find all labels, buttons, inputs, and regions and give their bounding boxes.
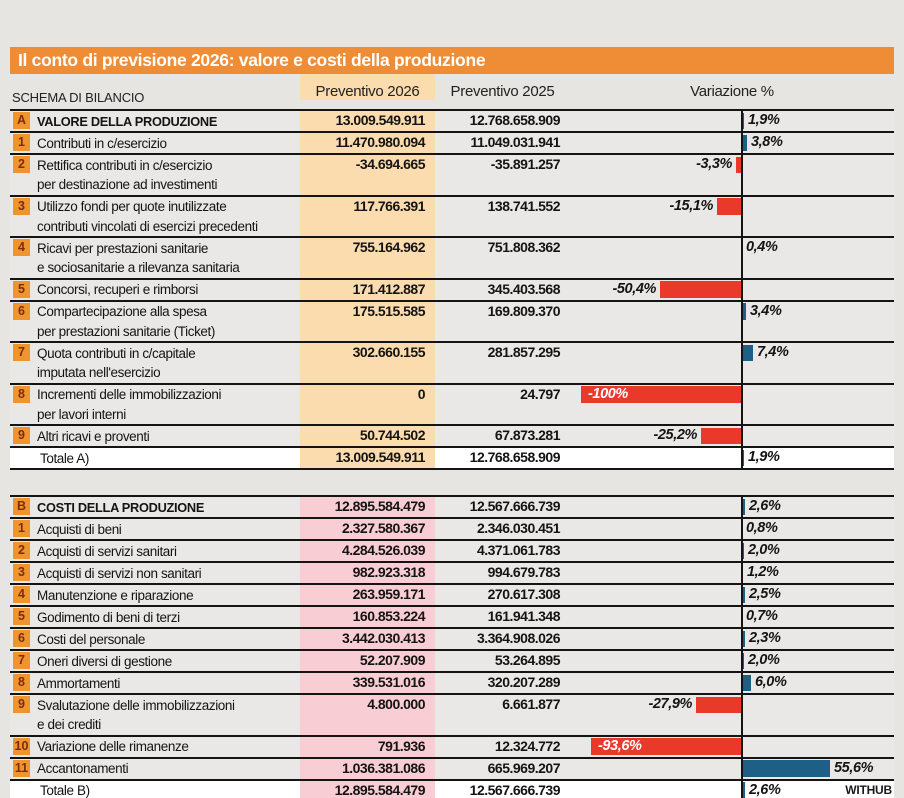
table-row	[10, 133, 894, 155]
value-preventivo-2026: 117.766.391	[300, 197, 435, 237]
row-number-badge: B	[13, 498, 30, 515]
row-label-line1: COSTI DELLA PRODUZIONE	[37, 499, 205, 515]
variation-label: -50,4%	[612, 280, 656, 297]
variation-cell	[570, 385, 894, 425]
value-preventivo-2026: 13.009.549.911	[300, 111, 435, 131]
variation-bar	[741, 760, 830, 777]
row-number-badge: 5	[13, 608, 30, 625]
variation-cell	[570, 695, 894, 735]
table-row	[10, 781, 894, 798]
variation-cell	[570, 673, 894, 693]
row-number-badge: 6	[13, 303, 30, 320]
table-row	[10, 759, 894, 781]
row-label-line1: Acquisti di servizi sanitari	[37, 543, 177, 559]
row-label-line1: Acquisti di beni	[37, 521, 122, 537]
variation-label: 0,4%	[746, 239, 778, 255]
row-label	[37, 519, 121, 539]
variation-label: 6,0%	[755, 674, 787, 690]
variation-label: 2,0%	[748, 542, 780, 558]
row-label	[37, 607, 180, 627]
value-preventivo-2026: 11.470.980.094	[300, 133, 435, 153]
table-row	[10, 585, 894, 607]
row-label-line1: Concorsi, recuperi e rimborsi	[37, 282, 198, 297]
row-label-cell	[10, 280, 300, 300]
row-label	[37, 695, 235, 735]
value-preventivo-2026: 12.895.584.479	[300, 781, 435, 798]
row-label-cell	[10, 673, 300, 693]
value-preventivo-2025: 2.346.030.451	[476, 520, 560, 536]
value-preventivo-2025: 3.364.908.026	[476, 630, 560, 646]
variation-cell	[570, 497, 894, 517]
row-label-cell	[10, 238, 300, 278]
value-preventivo-2025: 12.567.666.739	[469, 781, 560, 798]
value-preventivo-2026: 50.744.502	[300, 426, 435, 446]
row-number-badge: 11	[14, 760, 29, 775]
value-preventivo-2026: 982.923.318	[300, 563, 435, 583]
variation-cell	[570, 111, 894, 131]
value-preventivo-2026: 263.959.171	[300, 585, 435, 605]
value-preventivo-2026: 52.207.909	[300, 651, 435, 671]
row-label-cell	[10, 519, 300, 539]
variation-zero-axis	[741, 111, 743, 470]
row-label-cell	[10, 155, 300, 195]
variation-cell	[570, 426, 894, 446]
row-label-line1: Costi del personale	[37, 631, 145, 647]
variation-label: 2,6%	[749, 781, 781, 798]
value-preventivo-2025: 12.324.772	[494, 737, 560, 754]
value-preventivo-2025: 12.567.666.739	[469, 498, 560, 514]
row-label-cell	[10, 497, 300, 517]
variation-label: -15,1%	[669, 197, 713, 214]
value-preventivo-2026: 1.036.381.086	[300, 759, 435, 779]
row-number-badge: 7	[13, 652, 30, 669]
row-label-line1: Ammortamenti	[37, 675, 120, 691]
row-label	[13, 781, 90, 798]
row-label-line1: Godimento di beni di terzi	[37, 609, 180, 625]
row-number-badge: 9	[13, 696, 30, 713]
row-label-cell	[10, 343, 300, 383]
row-label-line2: e sociosanitarie a rilevanza sanitaria	[37, 260, 240, 275]
row-label	[37, 238, 239, 278]
table-row	[10, 155, 894, 197]
row-label-cell	[10, 651, 300, 671]
variation-bar	[701, 428, 741, 445]
table-row	[10, 302, 894, 344]
row-number-badge: 8	[13, 386, 30, 403]
row-label	[37, 541, 177, 561]
value-preventivo-2026: 13.009.549.911	[300, 448, 435, 468]
row-number-badge: 7	[13, 344, 30, 361]
row-label-line1: Acquisti di servizi non sanitari	[37, 565, 202, 581]
table-row	[10, 519, 894, 541]
row-label-cell	[10, 448, 300, 468]
row-label-cell	[10, 781, 300, 798]
credit-label: WITHUB	[845, 783, 892, 797]
row-label-line2: per lavori interni	[37, 406, 126, 422]
row-label-line1: Rettifica contributi in c/esercizio	[37, 157, 213, 173]
table-header-row	[10, 74, 894, 109]
variation-label: -25,2%	[653, 427, 697, 443]
variation-label: 7,4%	[757, 344, 789, 360]
value-preventivo-2025: -35.891.257	[490, 156, 560, 172]
table-row	[10, 111, 894, 133]
row-label-line1: Variazione delle rimanenze	[37, 739, 189, 754]
section-costi-produzione	[10, 495, 894, 798]
row-label	[37, 302, 215, 342]
variation-zero-axis	[741, 497, 743, 798]
value-preventivo-2026: 302.660.155	[300, 343, 435, 383]
row-number-badge: 2	[13, 542, 30, 559]
table-row	[10, 343, 894, 385]
row-label-line1: Manutenzione e riparazione	[37, 587, 194, 603]
variation-cell	[570, 238, 894, 278]
value-preventivo-2026: 175.515.585	[300, 302, 435, 342]
row-label-line1: Oneri diversi di gestione	[37, 653, 172, 669]
variation-label: 1,2%	[747, 564, 779, 580]
variation-bar	[660, 281, 741, 298]
row-number-badge: 3	[13, 198, 30, 215]
row-label	[37, 343, 195, 383]
value-preventivo-2025: 12.768.658.909	[469, 112, 560, 128]
variation-bar	[717, 198, 741, 215]
table-row	[10, 238, 894, 280]
value-preventivo-2026: 4.800.000	[300, 695, 435, 735]
row-label	[37, 497, 204, 517]
variation-label: -93,6%	[598, 737, 642, 754]
row-label-cell	[10, 133, 300, 153]
variation-cell	[570, 629, 894, 649]
row-label	[37, 155, 217, 195]
variation-cell	[570, 155, 894, 195]
variation-label: 2,0%	[748, 652, 780, 668]
value-preventivo-2025: 751.808.362	[487, 239, 560, 255]
row-label-line2: per destinazione ad investimenti	[37, 177, 218, 192]
variation-cell	[570, 133, 894, 153]
row-label	[37, 629, 145, 649]
row-label	[37, 385, 221, 425]
value-preventivo-2026: 339.531.016	[300, 673, 435, 693]
value-preventivo-2025: 24.797	[520, 385, 560, 402]
value-preventivo-2026: 171.412.887	[300, 280, 435, 300]
row-label-cell	[10, 563, 300, 583]
row-label-line1: Totale B)	[40, 783, 90, 798]
variation-cell	[570, 607, 894, 627]
variation-bar	[696, 697, 741, 714]
row-number-badge: 4	[13, 586, 30, 603]
section-valore-produzione	[10, 109, 894, 470]
title-banner	[10, 47, 894, 74]
value-preventivo-2025: 138.741.552	[487, 197, 560, 214]
variation-label: 3,8%	[751, 134, 783, 150]
value-preventivo-2026: 755.164.962	[300, 238, 435, 278]
variation-cell	[570, 737, 894, 757]
table-row	[10, 385, 894, 427]
row-number-badge: 9	[13, 427, 30, 444]
row-label	[37, 133, 167, 153]
table-row	[10, 448, 894, 470]
value-preventivo-2025: 994.679.783	[487, 564, 560, 580]
variation-cell	[570, 563, 894, 583]
variation-label: 1,9%	[748, 449, 780, 465]
row-label-cell	[10, 426, 300, 446]
page-title: Il conto di previsione 2026: valore e costi della produzione	[18, 50, 486, 70]
table-row	[10, 197, 894, 239]
row-label-line1: Incrementi delle immobilizzazioni	[37, 387, 222, 402]
column-header-preventivo-2026: Preventivo 2026	[300, 74, 435, 100]
value-preventivo-2025: 6.661.877	[502, 696, 560, 712]
row-label	[37, 585, 193, 605]
value-preventivo-2026: 791.936	[300, 737, 435, 757]
variation-cell	[570, 585, 894, 605]
row-label-cell	[10, 197, 300, 237]
row-label-line2: contributi vincolati di esercizi precedenti	[37, 218, 258, 234]
row-label-cell	[10, 629, 300, 649]
row-label-line1: Quota contributi in c/capitale	[37, 345, 196, 361]
value-preventivo-2026: 2.327.580.367	[300, 519, 435, 539]
column-header-schema: SCHEMA DI BILANCIO	[12, 90, 145, 105]
table-row	[10, 629, 894, 651]
variation-cell	[570, 280, 894, 300]
row-label-line1: Svalutazione delle immobilizzazioni	[37, 697, 235, 713]
table-row	[10, 426, 894, 448]
row-label-line1: Utilizzo fondi per quote inutilizzate	[37, 199, 227, 214]
row-label-line1: Accantonamenti	[37, 761, 129, 776]
variation-label: -3,3%	[696, 156, 732, 172]
table-row	[10, 737, 894, 759]
row-number-badge: 2	[13, 156, 30, 173]
variation-label: -100%	[588, 385, 628, 402]
row-number-badge: 5	[13, 281, 30, 298]
variation-cell	[570, 541, 894, 561]
variation-cell	[570, 343, 894, 383]
variation-cell	[570, 519, 894, 539]
row-label-line1: Totale A)	[40, 450, 89, 466]
row-number-badge: 3	[13, 564, 30, 581]
row-label-line2: per prestazioni sanitarie (Ticket)	[37, 323, 215, 339]
row-label-cell	[10, 695, 300, 735]
row-label-line1: Altri ricavi e proventi	[37, 428, 150, 444]
row-number-badge: 4	[13, 239, 30, 256]
row-label	[37, 111, 217, 131]
value-preventivo-2025: 67.873.281	[494, 427, 560, 443]
variation-label: 55,6%	[834, 759, 874, 776]
table-row	[10, 673, 894, 695]
variation-label: 2,5%	[749, 586, 781, 602]
table-row	[10, 607, 894, 629]
variation-label: 0,7%	[746, 608, 778, 624]
value-preventivo-2025: 161.941.348	[487, 608, 560, 624]
value-preventivo-2026: 3.442.030.413	[300, 629, 435, 649]
value-preventivo-2025: 4.371.061.783	[476, 542, 560, 558]
column-header-variazione: Variazione %	[690, 83, 774, 100]
row-label	[37, 737, 188, 757]
value-preventivo-2026: 160.853.224	[300, 607, 435, 627]
value-preventivo-2025: 53.264.895	[494, 652, 560, 668]
table-row	[10, 497, 894, 519]
row-label-line1: Compartecipazione alla spesa	[37, 304, 207, 319]
value-preventivo-2026: -34.694.665	[300, 155, 435, 195]
value-preventivo-2025: 169.809.370	[487, 302, 560, 319]
variation-label: 2,6%	[749, 498, 781, 514]
row-label	[37, 563, 201, 583]
value-preventivo-2026: 12.895.584.479	[300, 497, 435, 517]
row-label-line1: Ricavi per prestazioni sanitarie	[37, 240, 209, 256]
variation-cell	[570, 651, 894, 671]
section-gap	[10, 470, 894, 495]
column-header-preventivo-2025: Preventivo 2025	[450, 83, 555, 100]
variation-cell	[570, 448, 894, 468]
value-preventivo-2025: 281.857.295	[487, 344, 560, 360]
row-label-cell	[10, 737, 300, 757]
row-label-cell	[10, 111, 300, 131]
variation-label: 1,9%	[748, 112, 780, 128]
value-preventivo-2025: 270.617.308	[487, 586, 560, 602]
row-label-cell	[10, 385, 300, 425]
row-label	[37, 651, 172, 671]
table-row	[10, 563, 894, 585]
variation-cell	[570, 302, 894, 342]
value-preventivo-2025: 345.403.568	[487, 280, 560, 297]
row-label	[37, 197, 258, 237]
row-label-cell	[10, 585, 300, 605]
table-row	[10, 541, 894, 563]
variation-label: 2,3%	[749, 630, 781, 646]
value-preventivo-2026: 4.284.526.039	[300, 541, 435, 561]
row-label	[37, 673, 120, 693]
variation-label: 0,8%	[746, 520, 778, 536]
value-preventivo-2026: 0	[300, 385, 435, 425]
row-label-cell	[10, 541, 300, 561]
table-row	[10, 695, 894, 737]
row-label-cell	[10, 607, 300, 627]
row-label-line2: e dei crediti	[37, 717, 101, 732]
value-preventivo-2025: 665.969.207	[487, 759, 560, 776]
row-label	[37, 280, 198, 300]
row-label-line1: VALORE DELLA PRODUZIONE	[37, 113, 218, 129]
row-label	[37, 759, 128, 779]
value-preventivo-2025: 12.768.658.909	[469, 449, 560, 465]
row-label-cell	[10, 759, 300, 779]
row-number-badge: 6	[13, 630, 30, 647]
table-row	[10, 280, 894, 302]
row-label-line1: Contributi in c/esercizio	[37, 135, 167, 151]
budget-table	[10, 74, 894, 798]
row-label	[13, 448, 89, 468]
row-label-line2: imputata nell'esercizio	[37, 365, 161, 380]
variation-label: 3,4%	[750, 302, 782, 319]
row-number-badge: 10	[14, 738, 29, 753]
row-number-badge: 8	[13, 674, 30, 691]
row-label	[37, 426, 149, 446]
row-number-badge: 1	[13, 134, 30, 151]
row-number-badge: 1	[13, 520, 30, 537]
variation-cell	[570, 759, 894, 779]
value-preventivo-2025: 11.049.031.941	[470, 134, 560, 150]
variation-cell	[570, 197, 894, 237]
variation-label: -27,9%	[648, 696, 692, 712]
row-label-cell	[10, 302, 300, 342]
table-row	[10, 651, 894, 673]
value-preventivo-2025: 320.207.289	[487, 674, 560, 690]
row-number-badge: A	[13, 112, 30, 129]
